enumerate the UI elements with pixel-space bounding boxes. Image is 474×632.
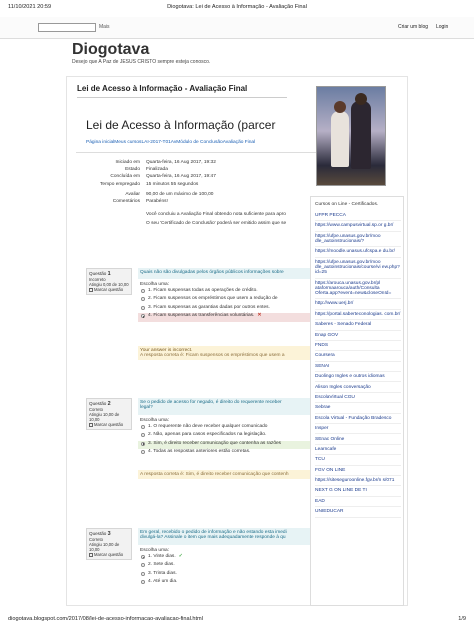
- answer-option-selected[interactable]: 4. Ficam suspensas as transferências voluntárias. ✕: [138, 313, 316, 321]
- photo-figure: [355, 93, 367, 105]
- radio-icon[interactable]: [141, 314, 145, 318]
- print-footer: [0, 614, 474, 626]
- answer-option[interactable]: 4. Até um dia.: [138, 579, 316, 587]
- sidebar-link[interactable]: FNDS: [315, 341, 401, 351]
- attempt-summary: [76, 160, 316, 226]
- sidebar-link[interactable]: TCU: [315, 455, 401, 465]
- sidebar-link[interactable]: Enap GOV: [315, 331, 401, 341]
- sidebar-link[interactable]: Coursera: [315, 351, 401, 361]
- sidebar-title: Cursos on Line - Certificados.: [315, 202, 379, 207]
- question-number: Questão 3: [89, 531, 111, 537]
- post-title[interactable]: Lei de Acesso à Informação - Avaliação Final: [77, 84, 248, 93]
- summary-value: 15 minutos 55 segundos: [146, 181, 199, 187]
- moodle-breadcrumb[interactable]: Página inicialMeus cursosLAI-2017-T01AvMódulo de ConclusãoAvaliação Final: [86, 140, 256, 145]
- radio-icon[interactable]: [141, 563, 145, 567]
- sidebar-link[interactable]: SENAI: [315, 362, 401, 372]
- blog-title[interactable]: Diogotava: [72, 41, 150, 58]
- flag-icon: [89, 288, 93, 292]
- radio-icon[interactable]: [141, 572, 145, 576]
- correct-answer-text: A resposta correta é: Ficam suspensos os empréstimos que usem a: [140, 352, 285, 358]
- summary-value: 90,00 de um máximo de 100,00: [146, 191, 214, 197]
- photo-figure: [331, 111, 349, 167]
- question-body: [138, 268, 316, 360]
- sidebar-courses: [310, 196, 404, 606]
- summary-row: [76, 160, 316, 167]
- question-info: [86, 268, 132, 295]
- flag-question[interactable]: Marcar questão: [89, 287, 129, 292]
- question-feedback: [138, 470, 316, 479]
- summary-key: Comentários: [112, 198, 140, 204]
- question-text: Se o pedido de acesso for negado, é direito do requerente receber legal?: [138, 398, 316, 415]
- question-number: Questão 1: [89, 271, 111, 277]
- flag-question[interactable]: Marcar questão: [89, 552, 129, 557]
- flag-question[interactable]: Marcar questão: [89, 422, 129, 427]
- blog-header: [66, 38, 406, 76]
- question-score: Atingiu 10,00 de 10,00: [89, 542, 120, 552]
- summary-value: Quarta-feira, 16 Aug 2017, 19:47: [146, 174, 216, 180]
- sidebar-link-list: [315, 211, 401, 518]
- summary-key: Concluída em: [110, 174, 140, 180]
- radio-icon[interactable]: [141, 442, 145, 446]
- summary-key: Tempo empregado: [100, 181, 140, 187]
- answer-option[interactable]: 1. O requerente não deve receber qualquer comunicado: [138, 424, 316, 432]
- answer-option[interactable]: 3. Ficam suspensas as garantias dadas por outros entes.: [138, 305, 316, 313]
- photo-figure: [351, 101, 371, 169]
- summary-value: Finalizada: [146, 167, 168, 173]
- summary-key: Avaliar: [125, 191, 140, 197]
- question-status: Correto: [89, 407, 103, 412]
- question-feedback: [138, 346, 316, 360]
- summary-comment: O seu 'Certificado de Conclusão' poderá ser emitido assim que se: [146, 221, 287, 226]
- login-link[interactable]: Login: [436, 24, 449, 30]
- question-text: Quais não são divulgadas pelos órgãos públicos informações sobre: [138, 268, 316, 279]
- blog-description: Desejo que A Paz de JESUS CRISTO sempre esteja conosco.: [72, 59, 211, 65]
- navbar-more-button[interactable]: Mais: [99, 24, 110, 30]
- question-body: [138, 528, 316, 588]
- radio-icon[interactable]: [141, 425, 145, 429]
- summary-row: [76, 199, 316, 206]
- radio-icon[interactable]: [141, 580, 145, 584]
- summary-key: Estado: [125, 167, 140, 173]
- question-status: Correto: [89, 537, 103, 542]
- sidebar-link[interactable]: Sebrae: [315, 403, 401, 413]
- print-datetime: 11/10/2021 20:59: [8, 4, 52, 10]
- sidebar-link[interactable]: https://moodle.unasus.ufcspa.e du.br/: [315, 247, 401, 257]
- question-body: [138, 398, 316, 479]
- radio-icon[interactable]: [141, 306, 145, 310]
- print-page-title: Diogotava: Lei de Acesso à Informação - Avaliação Final: [167, 4, 307, 10]
- radio-icon[interactable]: [141, 297, 145, 301]
- correct-check-icon: ✓: [178, 554, 183, 559]
- create-blog-link[interactable]: Criar um blog: [398, 24, 429, 30]
- summary-key: Iniciado em: [115, 160, 140, 165]
- photo-figure: [334, 101, 346, 113]
- sidebar-link[interactable]: Duolingo Ingles e outros idiomas: [315, 372, 401, 382]
- moodle-course-title-text: Lei de Acesso à Informação (parcer: [86, 118, 276, 132]
- radio-icon[interactable]: [141, 450, 145, 454]
- print-header: [0, 0, 474, 14]
- sidebar-link[interactable]: SEnac Online: [315, 434, 401, 444]
- sidebar-link[interactable]: https://ufpe.unasus.gov.br/moo dle_autoinstrucionais/?: [315, 232, 401, 248]
- summary-comment: Você concluiu a Avaliação Final obtendo nota suficiente para apro: [146, 212, 286, 217]
- sidebar-link[interactable]: UFPR PECCA: [315, 211, 401, 221]
- question-number: Questão 2: [89, 401, 111, 407]
- sidebar-link[interactable]: https://www.campusvirtual.sp.or g.br/: [315, 221, 401, 231]
- sidebar-link[interactable]: Escola Virtual - Fundação Bradesco: [315, 414, 401, 424]
- radio-icon[interactable]: [141, 555, 145, 559]
- sidebar-link[interactable]: Alison Ingles conversação: [315, 382, 401, 392]
- question-prompt: Escolha uma:: [140, 282, 170, 287]
- question-score: Atingiu 10,00 de 10,00: [89, 412, 120, 422]
- answer-option[interactable]: 2. Não, apenas para casos especificados na legislação.: [138, 432, 316, 440]
- answer-option[interactable]: 3. Trinta dias.: [138, 571, 316, 579]
- blogger-navbar: [0, 17, 474, 39]
- radio-icon[interactable]: [141, 289, 145, 293]
- summary-row: [76, 182, 316, 192]
- sidebar-link[interactable]: EAD: [315, 497, 401, 507]
- sidebar-link[interactable]: https://portal.saberteconologias. com.br/: [315, 310, 401, 320]
- question-status: Incorreto: [89, 277, 106, 282]
- summary-value: Quarta-feira, 16 Aug 2017, 19:32: [146, 160, 216, 165]
- answer-option[interactable]: 4. Todas as respostas anteriores estão corretas.: [138, 449, 316, 457]
- sidebar-link[interactable]: http://www.uerj.br/: [315, 299, 401, 309]
- question-prompt: Escolha uma:: [140, 548, 170, 553]
- flag-icon: [89, 553, 93, 557]
- sidebar-link[interactable]: Saberes - Senado Federal: [315, 320, 401, 330]
- question-info: [86, 528, 132, 560]
- flag-icon: [89, 423, 93, 427]
- sidebar-link[interactable]: https://arouca.unasus.gov.br/pl ataformaarouca/auth/Consulta Oferta.app?event=new&closeOnId=: [315, 279, 401, 300]
- answer-option-selected[interactable]: 1. Vinte dias. ✓: [138, 554, 316, 562]
- incorrect-icon: ✕: [257, 313, 262, 319]
- sidebar-link[interactable]: NEXT G ON LINE DE TI: [315, 486, 401, 496]
- sidebar-link[interactable]: https://ufpe.unasus.gov.br/moo dle_autoinstrucionais/course/vi ew.php?id=25: [315, 258, 401, 279]
- sidebar-link[interactable]: Learncafe: [315, 445, 401, 455]
- sidebar-link[interactable]: UNIEDUCAR: [315, 507, 401, 517]
- summary-value: Parabéns!: [146, 198, 168, 204]
- sidebar-link[interactable]: https://siteseguroonline.fgv.br/n s/071: [315, 476, 401, 486]
- correct-answer-text: A resposta correta é: Sim, é direito receber comunicação que contenh: [140, 471, 289, 477]
- sidebar-link[interactable]: EscolaVirtual CGU: [315, 393, 401, 403]
- question-info: [86, 398, 132, 430]
- sidebar-link[interactable]: FGV ON LINE: [315, 466, 401, 476]
- summary-row: [76, 174, 316, 181]
- post-divider: [77, 97, 287, 98]
- answer-option[interactable]: 2. Sete dias.: [138, 562, 316, 570]
- profile-photo[interactable]: [316, 86, 386, 186]
- question-text: Em geral, recebido o pedido de informação e não estando esta imedi divulgá-la? Assinale o item que mais adequadamente responde à qu: [138, 528, 316, 545]
- print-page-number: 1/9: [458, 616, 466, 622]
- sidebar-link[interactable]: Insper: [315, 424, 401, 434]
- print-url: diogotava.blogspot.com/2017/08/lei-de-acesso-informacao-avaliacao-final.html: [8, 616, 203, 622]
- answer-option-selected[interactable]: 3. Sim, é direito receber comunicação que contenha as razões: [138, 441, 316, 449]
- radio-icon[interactable]: [141, 433, 145, 437]
- moodle-screenshot: [76, 100, 316, 606]
- question-score: Atingiu 0,00 de 10,00: [89, 282, 129, 287]
- summary-row: [76, 192, 316, 199]
- feedback-text: Your answer is incorrect.: [140, 347, 193, 353]
- question-prompt: Escolha uma:: [140, 418, 170, 423]
- navbar-search-input[interactable]: [38, 23, 96, 32]
- answer-option[interactable]: 1. Ficam suspensas todas as operações de crédito.: [138, 288, 316, 296]
- moodle-course-title: [86, 118, 275, 132]
- answer-option[interactable]: 2. Ficam suspensos os empréstimos que usem a redução de: [138, 296, 316, 304]
- moodle-divider: [76, 152, 316, 153]
